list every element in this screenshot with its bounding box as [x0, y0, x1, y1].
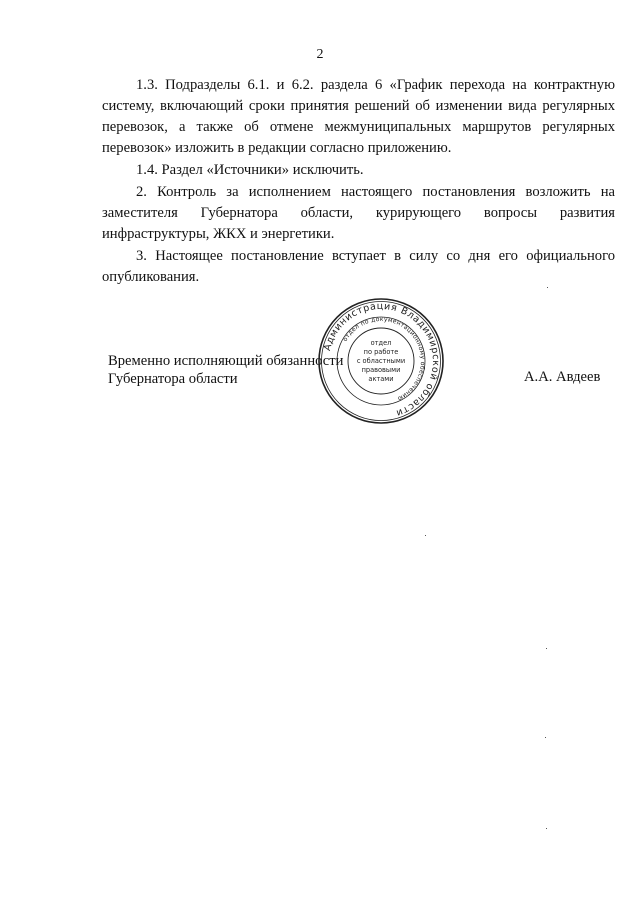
seal-center-line-5: актами — [368, 375, 394, 383]
seal-center-line-1: отдел — [370, 339, 392, 347]
paragraph-2: 2. Контроль за исполнением настоящего постановления возложить на заместителя Губернатора области, курирующего вопросы развития инфраструктуры, ЖКХ и энергетики. — [102, 184, 615, 242]
seal-outer-text: Администрация Владимирской области — [322, 300, 442, 419]
signatory-position-line2: Губернатора области — [108, 371, 238, 387]
signatory-name: А.А. Авдеев — [524, 369, 601, 385]
page-number: 2 — [316, 47, 324, 62]
official-seal — [317, 297, 445, 425]
signatory-position — [108, 352, 343, 388]
scan-speck — [425, 535, 426, 536]
scan-speck — [546, 648, 547, 649]
paragraph-1-4: 1.4. Раздел «Источники» исключить. — [136, 162, 364, 178]
scan-speck — [547, 287, 548, 288]
paragraph-3: 3. Настоящее постановление вступает в силу со дня его официального опубликования. — [102, 248, 615, 285]
seal-center-line-4: правовыми — [361, 366, 401, 374]
scan-speck — [546, 828, 547, 829]
seal-center-line-2: по работе — [363, 348, 399, 356]
document-body — [102, 75, 615, 288]
scan-speck — [545, 737, 546, 738]
paragraph-1-3: 1.3. Подразделы 6.1. и 6.2. раздела 6 «График перехода на контрактную систему, включающий сроки принятия решений об изменении вида регулярных перевозок, а также об отмене межмуниципальных маршрутов регулярных перевозок» изложить в редакции согласно приложению. — [102, 77, 615, 156]
seal-inner-text: отдел по документационному обеспечению — [341, 315, 427, 403]
signatory-position-line1: Временно исполняющий обязанности — [108, 353, 344, 369]
seal-center-line-3: с областными — [356, 357, 406, 365]
